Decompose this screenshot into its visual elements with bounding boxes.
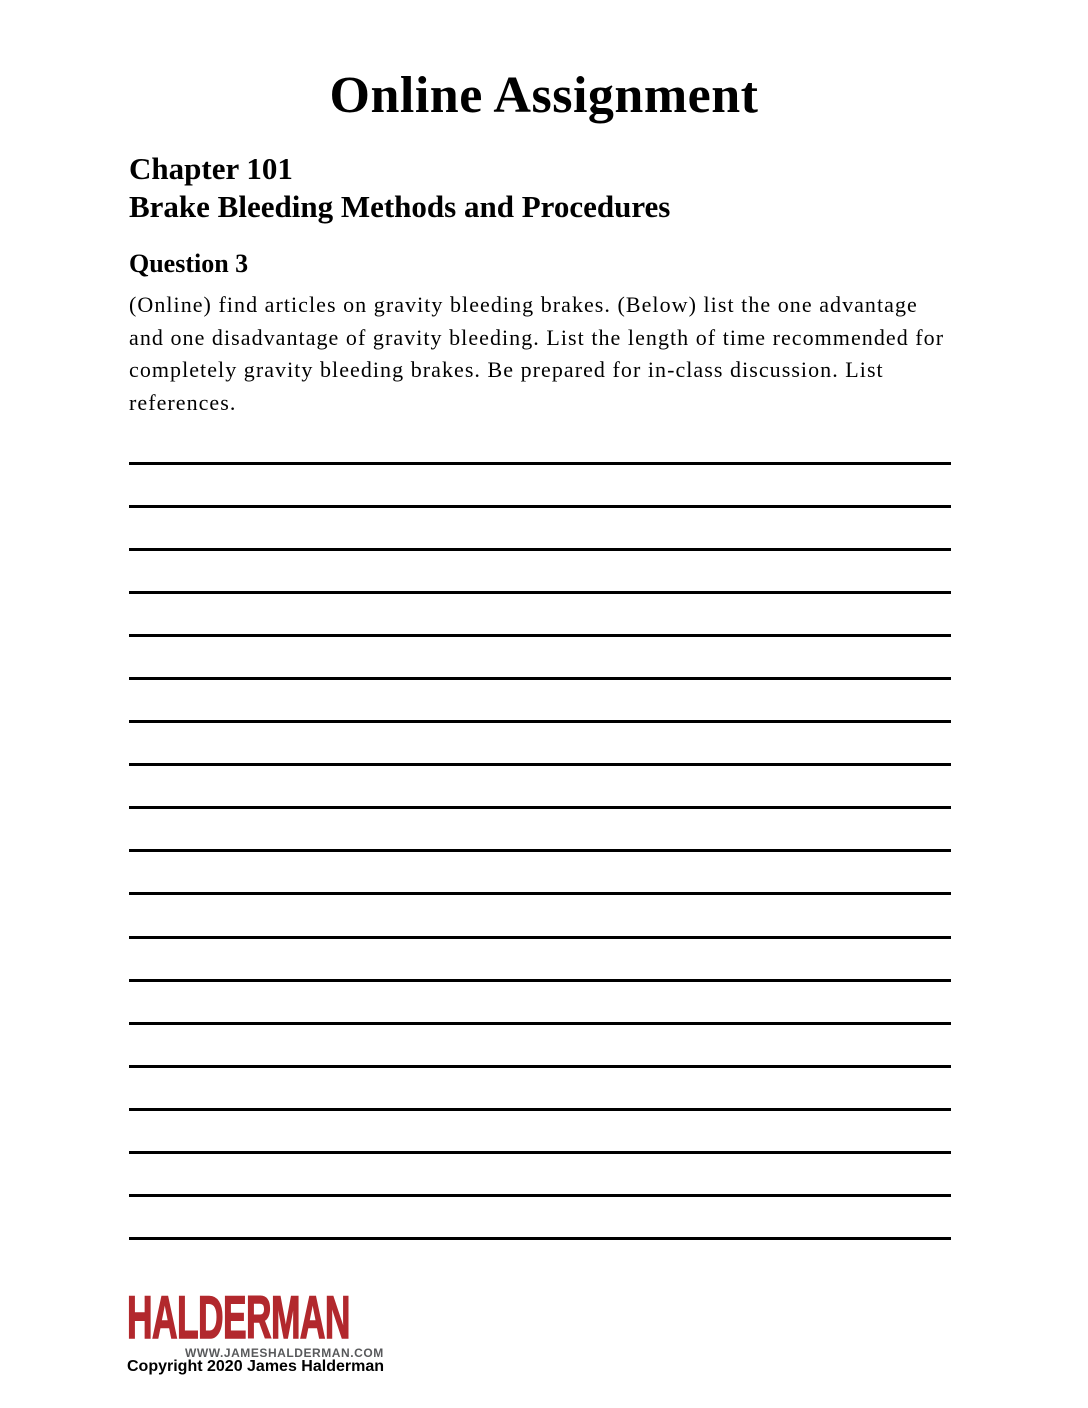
question-text-line: completely gravity bleeding brakes. Be prepared for in-class discussion. List — [129, 357, 884, 382]
answer-line — [129, 936, 951, 939]
question-text-line: references. — [129, 389, 237, 415]
footer — [127, 1284, 527, 1375]
question-text — [129, 289, 969, 419]
answer-line — [129, 591, 951, 594]
answer-line — [129, 1108, 951, 1111]
answer-line — [129, 1065, 951, 1068]
answer-line — [129, 806, 951, 809]
answer-lines — [129, 462, 951, 1240]
logo-website: WWW.JAMESHALDERMAN.COM — [185, 1346, 384, 1360]
answer-line — [129, 634, 951, 637]
copyright-text: Copyright 2020 James Halderman — [127, 1358, 384, 1375]
answer-line — [129, 462, 951, 465]
answer-line — [129, 720, 951, 723]
answer-line — [129, 979, 951, 982]
answer-line — [129, 1151, 951, 1154]
answer-line — [129, 1237, 951, 1240]
answer-line — [129, 1194, 951, 1197]
question-label: Question 3 — [129, 249, 249, 278]
answer-line — [129, 892, 951, 895]
answer-line — [129, 548, 951, 551]
answer-line — [129, 505, 951, 508]
chapter-heading — [129, 150, 670, 226]
answer-line — [129, 763, 951, 766]
page-title: Online Assignment — [329, 67, 759, 124]
answer-line — [129, 1022, 951, 1025]
answer-line — [129, 677, 951, 680]
halderman-logo: HALDERMAN — [127, 1284, 350, 1351]
question-text-line: (Online) find articles on gravity bleeding brakes. (Below) list the one advantage — [129, 292, 918, 317]
chapter-number: Chapter 101 — [129, 151, 293, 186]
question-text-line: and one disadvantage of gravity bleeding. List the length of time recommended for — [129, 324, 945, 350]
answer-line — [129, 849, 951, 852]
chapter-title: Brake Bleeding Methods and Procedures — [129, 189, 671, 224]
